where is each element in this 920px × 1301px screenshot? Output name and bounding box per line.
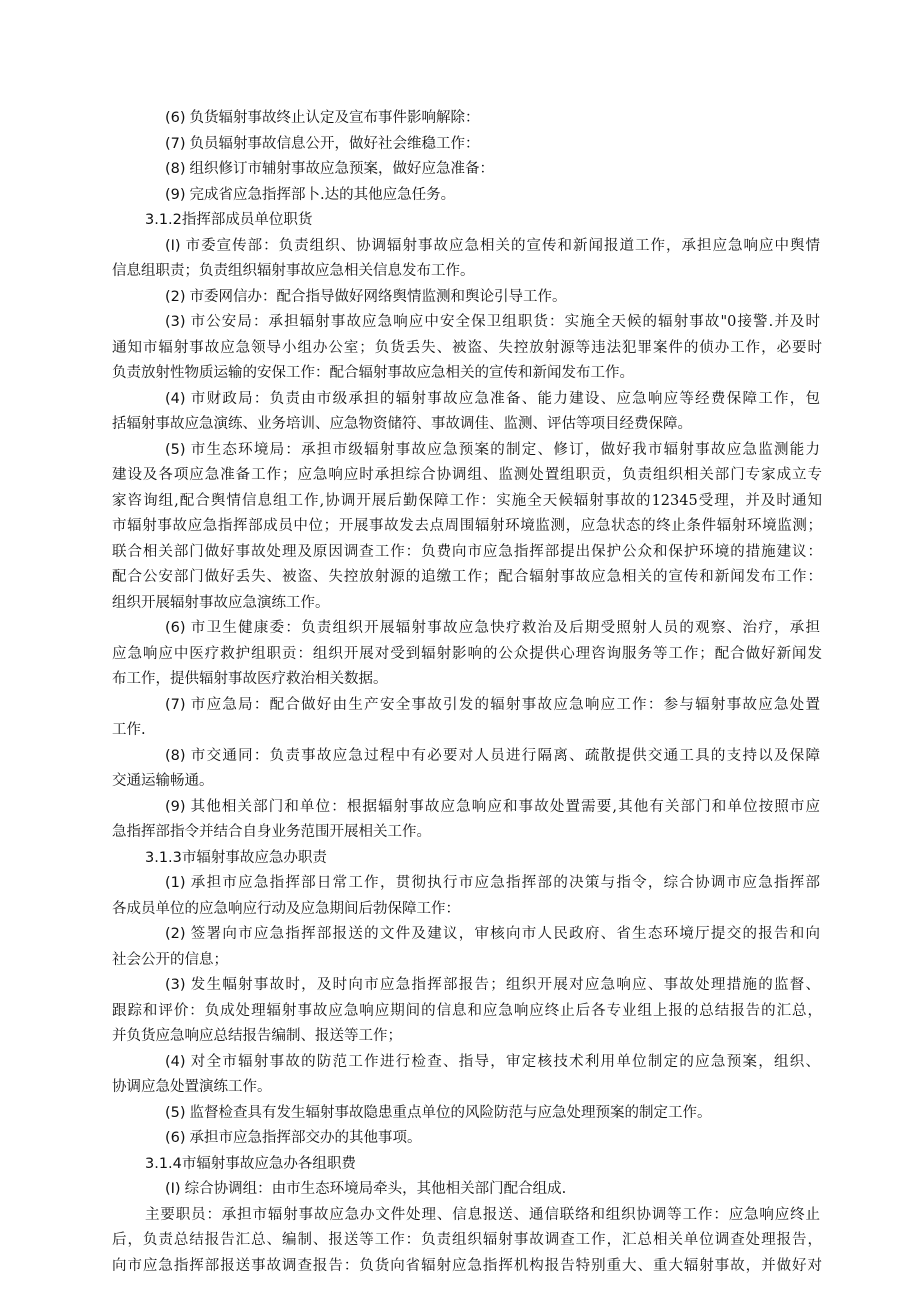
- paragraph-line: 建设及各项应急准备工作；应急响应时承担综合协调组、监测处置组职贡，负责组织相关部门专家成立专: [112, 467, 822, 483]
- list-item-line: [0, 1126, 920, 1152]
- paragraph-line: 工作.: [112, 722, 146, 738]
- paragraph-line: 联合相关部门做好事故处理及原因调查工作：负费向市应急指挥部提出保护公众和保护环境的措施建议：: [112, 543, 822, 560]
- section-heading: [0, 208, 920, 234]
- item-number: (9): [165, 798, 186, 815]
- paragraph-line: 跟踪和评价：负成处理辐射事故应急响应期间的信息和应急响应终止后各专业组上报的总结报告的汇总，: [112, 1002, 822, 1019]
- list-item-line: [0, 1050, 820, 1076]
- list-item-line: [0, 310, 820, 336]
- list-item-line: [0, 132, 920, 158]
- item-number: (3): [165, 314, 186, 330]
- section-heading: [0, 1152, 920, 1178]
- list-item-line: [0, 157, 920, 183]
- list-item-line: [0, 693, 820, 719]
- item-number: (8): [165, 161, 186, 177]
- item-text: 市生态环境局：承担市级辐射事故应急预案的制定、修订，做好我市辐射事故应急监测能力: [189, 441, 820, 458]
- item-number: (I): [165, 237, 181, 254]
- item-text: 组织修订市辅射事故应急预案，做好应急准备：: [189, 161, 495, 177]
- item-number: (9): [165, 186, 186, 203]
- item-text: 承担市应急指挥部日常工作，贯彻执行市应急指挥部的决策与指令，综合协调市应急指挥部: [189, 875, 820, 891]
- list-item-line: [0, 744, 820, 770]
- list-item-line: [0, 387, 820, 413]
- paragraph-line: 括辐射事故应急演练、业务培训、应急物资储符、事故调佳、监测、评估等项目经费保障。: [112, 416, 692, 432]
- paragraph-line: 急指挥部指令并结合自身业务范围开展相关工作。: [112, 824, 431, 840]
- paragraph-line: 配合公安部门做好丢失、被盗、失控放射源的追缴工作；配合辐射事故应急相关的宣传和新闻发布工作：: [112, 569, 822, 585]
- paragraph-line: 组织开展辐射事故应急演练工作。: [112, 594, 330, 611]
- item-number: (5): [165, 1104, 186, 1121]
- list-item-line: [0, 106, 920, 132]
- paragraph-line: 各成员单位的应急响应行动及应急期间后勃保障工作：: [112, 900, 460, 917]
- list-item-line: [0, 234, 820, 260]
- list-item-line: [0, 616, 820, 642]
- paragraph-line: 应急响应中医疗救护组职贡：组织开展对受到辐射影响的公众提供心理咨询服务等工作；配合做好新闻发: [112, 645, 822, 662]
- list-item-line: [0, 795, 820, 821]
- list-item-line: [0, 285, 920, 311]
- item-text: 市交通同：负责事故应急过程中有必要对人员进行隔离、疏散提供交通工具的支持以及保障: [189, 747, 820, 764]
- section-number: 3.1.2: [145, 212, 182, 228]
- item-number: (I): [165, 1181, 181, 1197]
- section-title: 指挥部成员单位职货: [181, 212, 313, 228]
- paragraph-line: 社会公开的信息；: [112, 951, 228, 968]
- item-number: (4): [165, 390, 186, 407]
- section-title: 市辐射事故应急办职责: [181, 849, 327, 866]
- paragraph-line: 向市应急指挥部报送事故调查报告：负货向省辐射应急指挥机构报告特别重大、重大辐射事故，并做好对: [112, 1257, 822, 1274]
- item-text: 对全市辐射事故的防范工作进行检查、指导，审定核技术利用单位制定的应急预案，组织、: [189, 1053, 820, 1070]
- item-text: 签署向市应急指挥部报送的文件及建议，审核向市人民政府、省生态环境厅提交的报告和向: [189, 926, 820, 942]
- item-text: 市应急局：配合做好由生产安全事故引发的辐射事故应急响应工作：参与辐射事故应急处置: [189, 696, 820, 713]
- item-number: (6): [165, 1130, 186, 1146]
- item-text: 完成省应急指挥部卜.达的其他应急任务。: [189, 186, 456, 203]
- list-item-line: [0, 922, 820, 948]
- paragraph-line: 信息组职责；负责组织辐射事故应急相关信息发布工作。: [112, 263, 475, 279]
- item-number: (1): [165, 875, 186, 891]
- section-title: 市辐射事故应急办各组职费: [181, 1155, 356, 1172]
- item-number: (5): [165, 441, 186, 458]
- section-number: 3.1.3: [145, 849, 182, 866]
- item-text: 负货辐射事故终止认定及宣布事件影响解除：: [189, 110, 480, 126]
- item-text: 市财政局：负责由市级承担的辐射事故应急准备、能力建设、应急响应等经费保障工作，包: [189, 390, 820, 407]
- item-text: 市卫生健康委：负责组织开展辐射事故应急快疗救治及后期受照射人员的观察、治疗，承担: [189, 620, 820, 636]
- document-page: [0, 106, 920, 1279]
- item-number: (4): [165, 1053, 186, 1070]
- item-text: 监督检查具有发生辐射事故隐患重点单位的风险防范与应急处理预案的制定工作。: [189, 1104, 712, 1121]
- paragraph-line: 交通运输畅通。: [112, 773, 214, 789]
- item-text: 市公安局：承担辐射事故应急响应中安全保卫组职货：实施全天候的辐射事故"0接警.并及时: [189, 314, 820, 330]
- list-item-line: [0, 973, 820, 999]
- paragraph-line: 市辐射事故应急指挥部成员中位；开展事故发去点周围辐射环境监测，应急状态的终止条件辐射环境监测；: [112, 518, 822, 534]
- list-item-line: [0, 1177, 920, 1203]
- paragraph-line: 并负货应急响应总结报告编制、报送等工作；: [112, 1028, 402, 1044]
- list-item-line: [0, 1101, 920, 1127]
- item-number: (6): [165, 110, 186, 126]
- item-number: (7): [165, 135, 186, 152]
- list-item-line: [0, 438, 820, 464]
- item-number: (7): [165, 696, 186, 713]
- item-text: 承担市应急指挥部交办的其他事项。: [189, 1130, 422, 1146]
- list-item-line: [0, 183, 920, 209]
- item-text: 其他相关部门和单位：根据辐射事故应急响应和事故处置需要,其他有关部门和单位按照市应: [189, 798, 820, 815]
- section-heading: [0, 846, 920, 872]
- list-item-line: [0, 871, 820, 897]
- paragraph-line: 后，负责总结报告汇总、编制、报送等工作：负责组织辐射事故调查工作，汇总相关单位调查处理报告，: [112, 1232, 822, 1248]
- paragraph-line: 协调应急处置演练工作。: [112, 1079, 272, 1095]
- item-number: (2): [165, 926, 186, 942]
- item-number: (6): [165, 620, 186, 636]
- item-text: 市委宣传部：负责组织、协调辐射事故应急相关的宣传和新闻报道工作，承担应急响应中舆情: [184, 237, 820, 254]
- item-text: 综合协调组：由市生态环境局牵头，其他相关部门配合组成.: [184, 1181, 567, 1197]
- paragraph-line: 主要职员：承担市辐射事故应急办文件处理、信息报送、通信联络和组织协调等工作：应急响应终止: [145, 1206, 820, 1223]
- paragraph-line: 家咨询组,配合舆情信息组工作,协调开展后勤保障工作：实施全天候辐射事故的12345受理，并及时通知: [112, 492, 822, 509]
- paragraph-line: 通知市辐射事故应急领导小组办公室；负货丢失、被盗、失控放射源等违法犯罪案件的侦办工作，必要时: [112, 339, 822, 356]
- paragraph-line: 负责放射性物质运输的安保工作：配合辐射事故应急相关的宣传和新闻发布工作。: [112, 365, 634, 381]
- item-text: 负员辐射事故信息公开，做好社会维稳工作：: [189, 135, 480, 152]
- item-number: (3): [165, 977, 186, 993]
- item-number: (2): [165, 288, 186, 305]
- item-text: 发生幅射事故时，及时向市应急指挥部报告；组织开展对应急响应、事故处理措施的监督、: [189, 977, 820, 993]
- section-number: 3.1.4: [145, 1155, 182, 1172]
- item-number: (8): [165, 747, 186, 764]
- paragraph-line: 布工作，提供辐射事故医疗救治相关数据。: [112, 671, 388, 687]
- item-text: 市委网信办：配合指导做好网络舆情监测和舆论引导工作。: [189, 288, 567, 305]
